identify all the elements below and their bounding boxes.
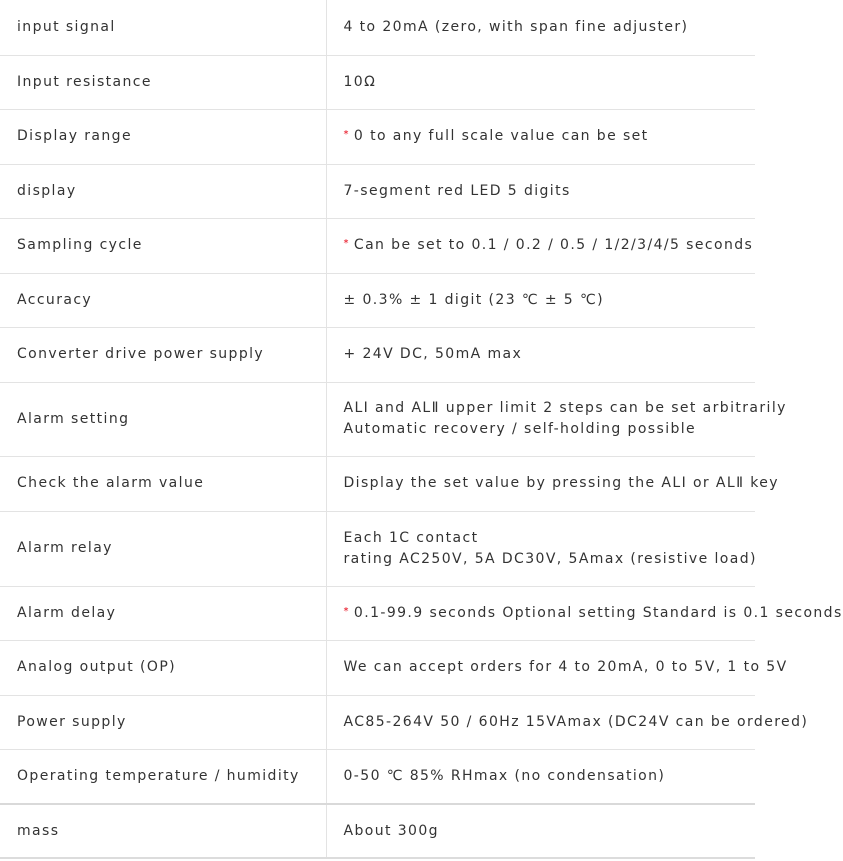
spec-row-input-signal: [0, 0, 755, 55]
spec-value-line: Each 1C contact: [343, 529, 479, 546]
spec-value: [326, 218, 755, 273]
spec-label: Sampling cycle: [0, 218, 326, 273]
spec-row-power-supply: [0, 695, 755, 749]
spec-label: input signal: [0, 0, 326, 55]
spec-label: display: [0, 164, 326, 218]
spec-value-line: 0.1-99.9 seconds Optional setting Standard is 0.1 seconds: [353, 604, 843, 621]
spec-value: [326, 109, 755, 164]
spec-value: [326, 804, 755, 858]
spec-row-accuracy: [0, 273, 755, 327]
spec-label: mass: [0, 804, 326, 858]
note-mark: *: [343, 238, 350, 249]
spec-value: [326, 749, 755, 804]
spec-value-line: rating AC250V, 5A DC30V, 5Amax (resistive load): [343, 550, 757, 567]
spec-label: Check the alarm value: [0, 456, 326, 511]
spec-row-check-alarm-value: [0, 456, 755, 511]
spec-value-line: 7-segment red LED 5 digits: [343, 182, 571, 199]
spec-value-line: + 24V DC, 50mA max: [343, 346, 523, 362]
note-mark: *: [343, 605, 350, 617]
spec-value-line: ALⅠ and ALⅡ upper limit 2 steps can be set arbitrarily: [343, 400, 787, 416]
spec-row-alarm-setting: [0, 382, 755, 456]
spec-label: Operating temperature / humidity: [0, 749, 326, 804]
spec-label: Accuracy: [0, 273, 326, 327]
spec-row-display-range: [0, 109, 755, 164]
note-mark: *: [343, 129, 350, 140]
spec-label: Power supply: [0, 695, 326, 749]
spec-value-line: 4 to 20mA (zero, with span fine adjuster): [343, 18, 689, 35]
spec-row-converter-drive-power-supply: [0, 327, 755, 382]
spec-value-line: 0 to any full scale value can be set: [353, 128, 649, 144]
spec-row-input-resistance: [0, 55, 755, 109]
spec-value-line: Can be set to 0.1 / 0.2 / 0.5 / 1/2/3/4/5 seconds: [353, 237, 754, 253]
spec-row-display: [0, 164, 755, 218]
spec-value: [326, 586, 843, 640]
spec-value-line: 0-50 ℃ 85% RHmax (no condensation): [343, 767, 666, 784]
spec-value: [326, 695, 809, 749]
spec-value: [326, 382, 787, 456]
spec-row-analog-output: [0, 640, 755, 695]
spec-value: [326, 327, 755, 382]
spec-value: [326, 640, 788, 695]
spec-label: Display range: [0, 109, 326, 164]
spec-value-line: We can accept orders for 4 to 20mA, 0 to 5V, 1 to 5V: [343, 659, 788, 675]
spec-row-sampling-cycle: [0, 218, 755, 273]
spec-value-line: About 300g: [343, 822, 439, 839]
spec-label: Alarm setting: [0, 382, 326, 456]
spec-value-line: ± 0.3% ± 1 digit (23 ℃ ± 5 ℃): [343, 291, 604, 308]
spec-value: [326, 0, 755, 55]
spec-value-line: 10Ω: [343, 73, 377, 90]
spec-label: Analog output (OP): [0, 640, 326, 695]
spec-label: Alarm relay: [0, 511, 326, 586]
spec-value-line: AC85-264V 50 / 60Hz 15VAmax (DC24V can be ordered): [343, 713, 809, 730]
spec-label: Converter drive power supply: [0, 327, 326, 382]
spec-row-alarm-relay: [0, 511, 755, 586]
spec-value-line: Automatic recovery / self-holding possible: [343, 421, 697, 437]
spec-row-operating-temperature-humidity: [0, 749, 755, 804]
spec-value: [326, 273, 755, 327]
spec-row-mass: [0, 804, 755, 858]
spec-label: Input resistance: [0, 55, 326, 109]
spec-value: [326, 456, 779, 511]
spec-value: [326, 55, 755, 109]
spec-row-alarm-delay: [0, 586, 755, 640]
spec-value-line: Display the set value by pressing the ALⅠ or ALⅡ key: [343, 475, 779, 491]
spec-label: Alarm delay: [0, 586, 326, 640]
spec-value: [326, 511, 755, 586]
spec-value: [326, 164, 755, 218]
